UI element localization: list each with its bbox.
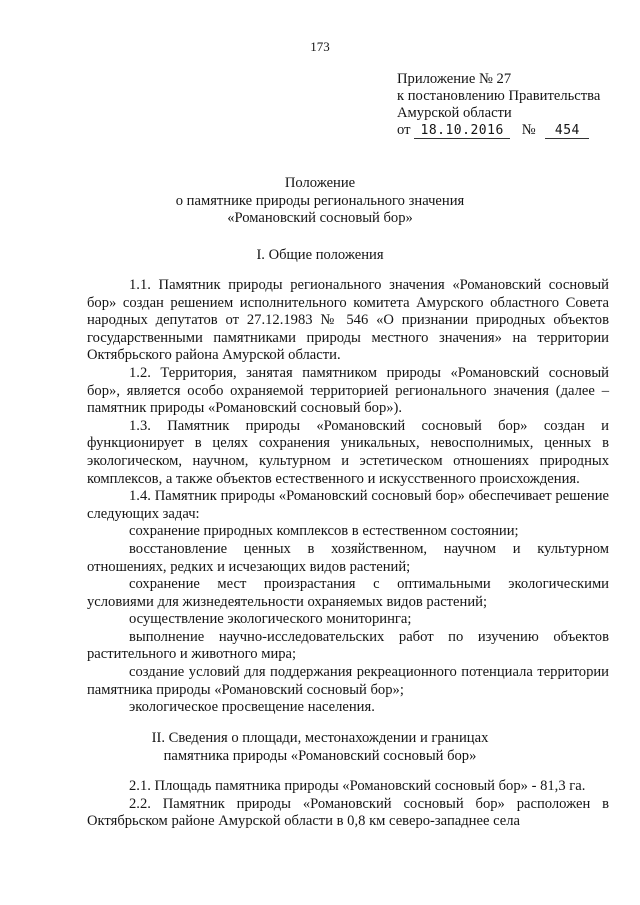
date-field: 18.10.2016 [414,123,510,139]
paragraph-1-3: 1.3. Памятник природы «Романовский сосновый бор» создан и функционирует в целях сохранения уникальных, невосполнимых, ценных в экологическом, научном, культурном и эстетическом отношениях природных комплексов, а также объектов естественного и искусственного происхождения. [87,417,609,487]
section-1-body [87,277,609,717]
paragraph-2-1: 2.1. Площадь памятника природы «Романовский сосновый бор» - 81,3 га. [129,778,586,794]
section-2-heading-line-2: памятника природы «Романовский сосновый бор» [163,747,477,764]
task-item: сохранение природных комплексов в естественном состоянии; [129,523,519,540]
task-item: создание условий для поддержания рекреационного потенциала территории памятника природы «Романовский сосновый бор»; [87,664,609,698]
title-line-3: «Романовский сосновый бор» [227,210,413,227]
document-title [0,175,640,228]
task-item: выполнение научно-исследовательских работ по изучению объектов растительного и животного мира; [87,628,609,663]
title-line-1: Положение [284,175,356,191]
task-item: осуществление экологического мониторинга; [129,611,412,628]
appendix-block [397,71,637,139]
task-item: экологическое просвещение населения. [129,699,375,716]
number-label: № [521,122,536,138]
appendix-line-3: Амурской области [397,105,512,121]
section-2-heading [0,730,640,765]
task-item: сохранение мест произрастания с оптимальными экологическими условиями для жизнедеятельности охраняемых видов растений; [87,576,609,610]
task-item: восстановление ценных в хозяйственном, научном и культурном отношениях, редких и исчезающих видов растений; [87,540,609,575]
appendix-line-1: Приложение № 27 [397,71,512,87]
paragraph-1-4: 1.4. Памятник природы «Романовский сосновый бор» обеспечивает решение следующих задач: [87,488,609,522]
appendix-date-number-line [397,122,637,139]
paragraph-1-1: 1.1. Памятник природы регионального значения «Романовский сосновый бор» создан решением исполнительного комитета Амурского областного Совета народных депутатов от 27.12.1983 № 546 «О признании природных объектов государственными памятниками природы местного значения» на территории Октябрьского района Амурской области. [87,277,609,364]
page-number: 173 [310,39,330,54]
title-line-2: о памятнике природы регионального значения [175,192,465,209]
paragraph-2-2: 2.2. Памятник природы «Романовский сосновый бор» расположен в Октябрьском районе Амурской области в 0,8 км северо-западнее села [87,795,609,830]
paragraph-1-2: 1.2. Территория, занятая памятником природы «Романовский сосновый бор», является особо охраняемой территорией регионального значения (далее – памятник природы «Романовский сосновый бор»). [87,364,609,417]
appendix-line-2: к постановлению Правительства [397,88,601,104]
section-1-heading: I. Общие положения [256,247,384,263]
number-field: 454 [545,123,589,139]
section-2-body [87,778,609,831]
section-2-heading-line-1: II. Сведения о площади, местонахождении и границах [151,730,489,746]
from-label: от [397,122,411,138]
